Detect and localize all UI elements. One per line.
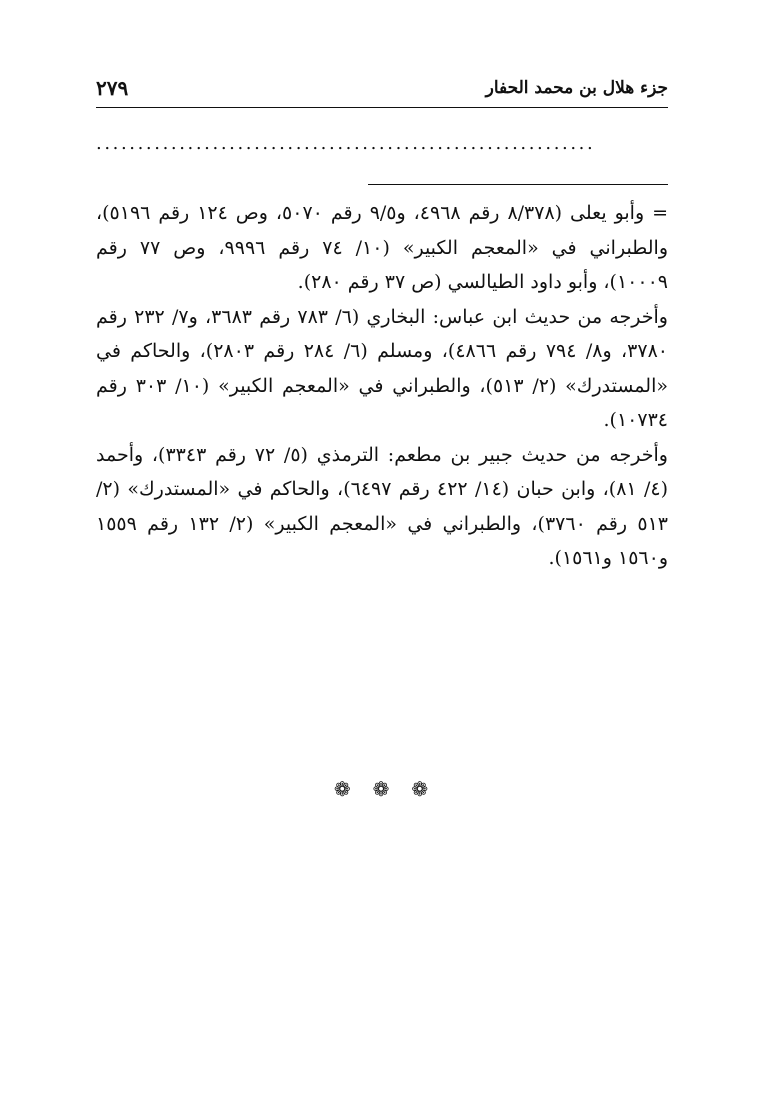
- running-title: جزء هلال بن محمد الحفار: [485, 78, 668, 98]
- flower-ornament-icon: ❁: [372, 777, 390, 801]
- footnotes-block: [96, 196, 668, 576]
- flower-ornament-icon: ❁: [411, 777, 429, 801]
- footnote-paragraph: وأخرجه من حديث جبير بن مطعم: الترمذي (٥/ ٧٢ رقم ٣٣٤٣)، وأحمد (٤/ ٨١)، وابن حبان (١٤/ ٤٢٢ رقم ٦٤٩٧)، والحاكم في «المستدرك» (٢/ ٥١٣ رقم ٣٧٦٠)، والطبراني في «المعجم الكبير» (٢/ ١٣٢ رقم ١٥٥٩ و١٥٦٠ و١٥٦١).: [96, 443, 668, 569]
- section-end-ornaments: [0, 774, 762, 804]
- footnote-paragraph: وأخرجه من حديث ابن عباس: البخاري (٦/ ٧٨٣ رقم ٣٦٨٣، و٧/ ٢٣٢ رقم ٣٧٨٠، و٨/ ٧٩٤ رقم ٤٨٦٦)، ومسلم (٦/ ٢٨٤ رقم ٢٨٠٣)، والحاكم في «المستدرك» (٢/ ٥١٣)، والطبراني في «المعجم الكبير» (١٠/ ٣٠٣ رقم ١٠٧٣٤).: [96, 305, 668, 431]
- flower-ornament-icon: ❁: [333, 777, 351, 801]
- header-rule: [96, 107, 668, 108]
- page-number: ٢٧٩: [96, 76, 129, 100]
- ellipsis-line: ............................................................: [96, 134, 596, 154]
- page-header: [96, 72, 668, 104]
- footnote-paragraph: = وأبو يعلى (٨/٣٧٨ رقم ٤٩٦٨، و٩/٥ رقم ٥٠٧٠، وص ١٢٤ رقم ٥١٩٦)، والطبراني في «المعجم الكبير» (١٠/ ٧٤ رقم ٩٩٩٦، وص ٧٧ رقم ١٠٠٠٩)، وأبو داود الطيالسي (ص ٣٧ رقم ٢٨٠).: [96, 202, 669, 293]
- footnote-separator: [368, 184, 668, 185]
